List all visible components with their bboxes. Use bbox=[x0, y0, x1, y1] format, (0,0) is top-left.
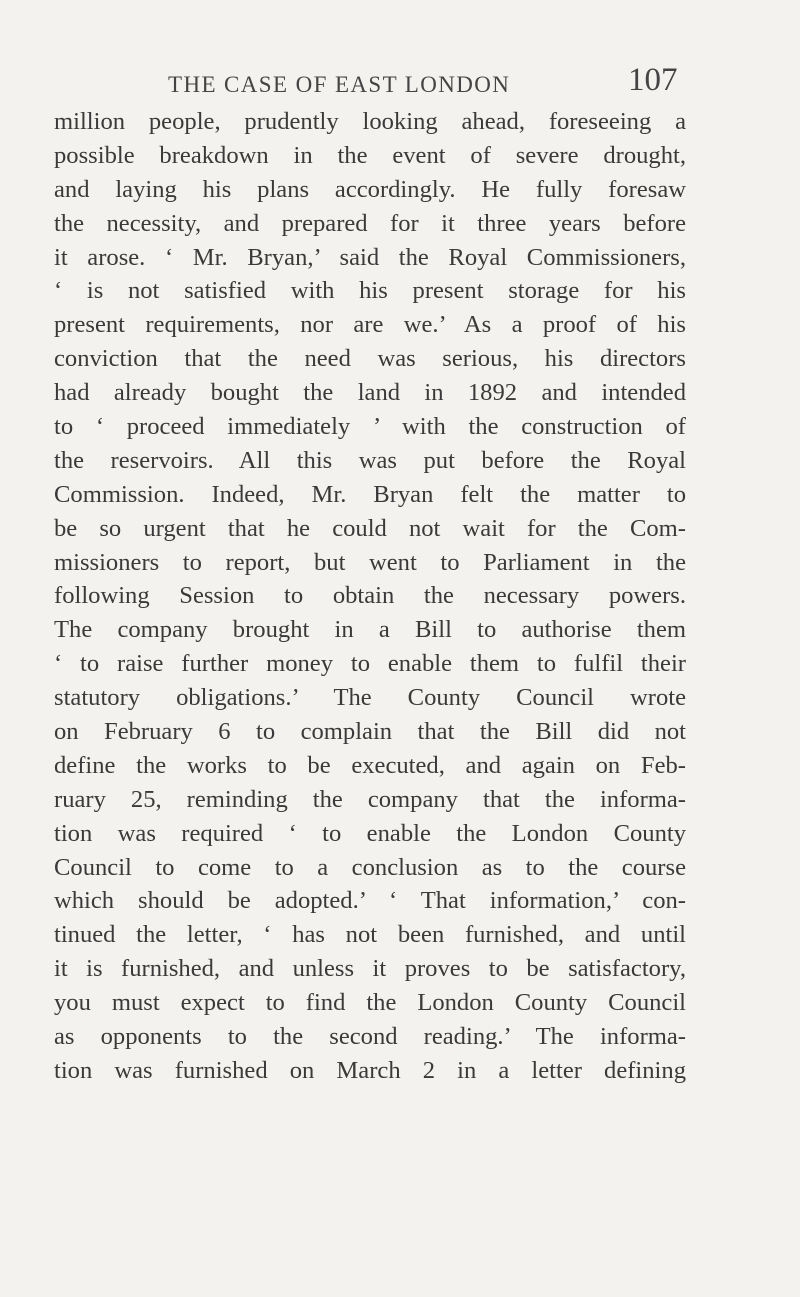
running-head: THE CASE OF EAST LONDON bbox=[168, 72, 511, 97]
text-line: The company brought in a Bill to authorise them bbox=[54, 616, 686, 644]
text-line: on February 6 to complain that the Bill did not bbox=[54, 718, 686, 746]
text-line: as opponents to the second reading.’ The informa- bbox=[54, 1023, 686, 1051]
text-line: it is furnished, and unless it proves to be satisfactory, bbox=[54, 955, 686, 983]
text-line: it arose. ‘ Mr. Bryan,’ said the Royal Commissioners, bbox=[54, 243, 686, 271]
text-line: ‘ is not satisfied with his present storage for his bbox=[54, 277, 686, 305]
text-line: conviction that the need was serious, his directors bbox=[54, 345, 686, 373]
text-line: missioners to report, but went to Parliament in the bbox=[54, 548, 686, 576]
text-line: and laying his plans accordingly. He fully foresaw bbox=[54, 175, 686, 203]
text-line: tion was furnished on March 2 in a letter defining bbox=[54, 1056, 686, 1084]
text-line: tion was required ‘ to enable the London County bbox=[54, 819, 686, 847]
text-line: tinued the letter, ‘ has not been furnished, and until bbox=[54, 921, 686, 949]
text-line: which should be adopted.’ ‘ That information,’ con- bbox=[54, 887, 686, 915]
text-line: Commission. Indeed, Mr. Bryan felt the matter to bbox=[54, 480, 686, 508]
text-line: had already bought the land in 1892 and intended bbox=[54, 379, 686, 407]
text-line: you must expect to find the London County Council bbox=[54, 989, 686, 1017]
text-line: million people, prudently looking ahead, foreseeing a bbox=[54, 108, 686, 135]
body-text bbox=[54, 105, 686, 1088]
text-line: ‘ to raise further money to enable them to fulfil their bbox=[54, 650, 686, 678]
text-line: the reservoirs. All this was put before the Royal bbox=[54, 446, 686, 474]
text-line: define the works to be executed, and again on Feb- bbox=[54, 751, 686, 779]
text-line: ruary 25, reminding the company that the informa- bbox=[54, 785, 686, 813]
text-line: present requirements, nor are we.’ As a proof of his bbox=[54, 311, 686, 339]
text-line: be so urgent that he could not wait for the Com- bbox=[54, 514, 686, 542]
text-line: the necessity, and prepared for it three years before bbox=[54, 209, 686, 237]
text-line: statutory obligations.’ The County Council wrote bbox=[54, 684, 686, 712]
text-line: following Session to obtain the necessary powers. bbox=[54, 582, 686, 610]
text-line: to ‘ proceed immediately ’ with the construction of bbox=[54, 413, 686, 441]
text-line: Council to come to a conclusion as to the course bbox=[54, 853, 686, 881]
text-line: possible breakdown in the event of severe drought, bbox=[54, 141, 686, 169]
page-number: 107 bbox=[628, 62, 678, 98]
